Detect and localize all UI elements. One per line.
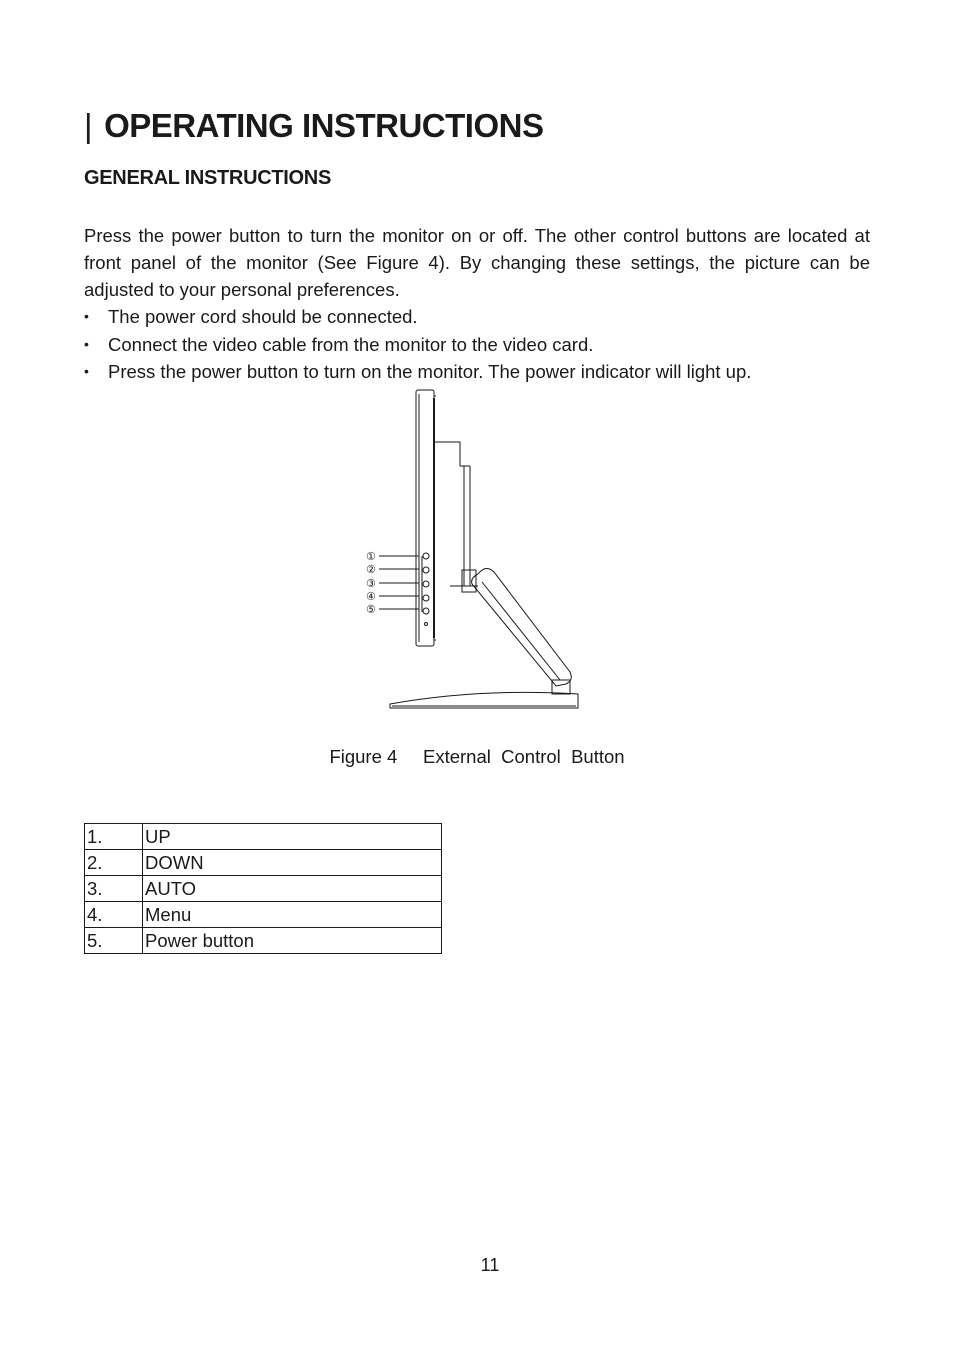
legend-label: DOWN — [143, 850, 442, 876]
instruction-item: • Press the power button to turn on the monitor. The power indicator will light up. — [84, 358, 870, 386]
instruction-list — [84, 303, 870, 386]
page-title — [84, 106, 543, 146]
legend-label: Power button — [143, 928, 442, 954]
legend-label: UP — [143, 824, 442, 850]
legend-number: 3. — [85, 876, 143, 902]
table-row — [85, 824, 442, 850]
callout-3: ③ — [366, 577, 376, 590]
stand-arm — [472, 568, 572, 694]
table-row — [85, 928, 442, 954]
callout-5: ⑤ — [366, 603, 376, 616]
button-legend-table — [84, 823, 442, 954]
page-title-text: OPERATING INSTRUCTIONS — [104, 107, 544, 144]
legend-number: 1. — [85, 824, 143, 850]
table-row — [85, 850, 442, 876]
monitor-side-view-figure — [360, 388, 590, 718]
callout-1: ① — [366, 550, 376, 563]
legend-number: 5. — [85, 928, 143, 954]
section-heading: GENERAL INSTRUCTIONS — [84, 167, 331, 189]
stand-base — [390, 692, 578, 708]
legend-label: Menu — [143, 902, 442, 928]
page-number: 11 — [480, 1255, 500, 1275]
control-buttons — [422, 553, 429, 626]
title-bar-mark: | — [84, 107, 93, 144]
table-row — [85, 876, 442, 902]
table-row — [85, 902, 442, 928]
callout-2: ② — [366, 563, 376, 576]
instruction-item: • The power cord should be connected. — [84, 303, 870, 331]
legend-number: 2. — [85, 850, 143, 876]
figure-caption: Figure 4 External Control Button — [329, 746, 625, 767]
legend-number: 4. — [85, 902, 143, 928]
legend-label: AUTO — [143, 876, 442, 902]
instruction-item: • Connect the video cable from the monitor to the video card. — [84, 331, 870, 359]
intro-paragraph: Press the power button to turn the monitor on or off. The other control buttons are located at front panel of the monitor (See Figure 4). By changing these settings, the picture can be adjusted to your personal preferences. — [84, 225, 870, 300]
callout-leaders — [379, 556, 419, 609]
callout-4: ④ — [366, 590, 376, 603]
rear-housing — [434, 442, 478, 592]
